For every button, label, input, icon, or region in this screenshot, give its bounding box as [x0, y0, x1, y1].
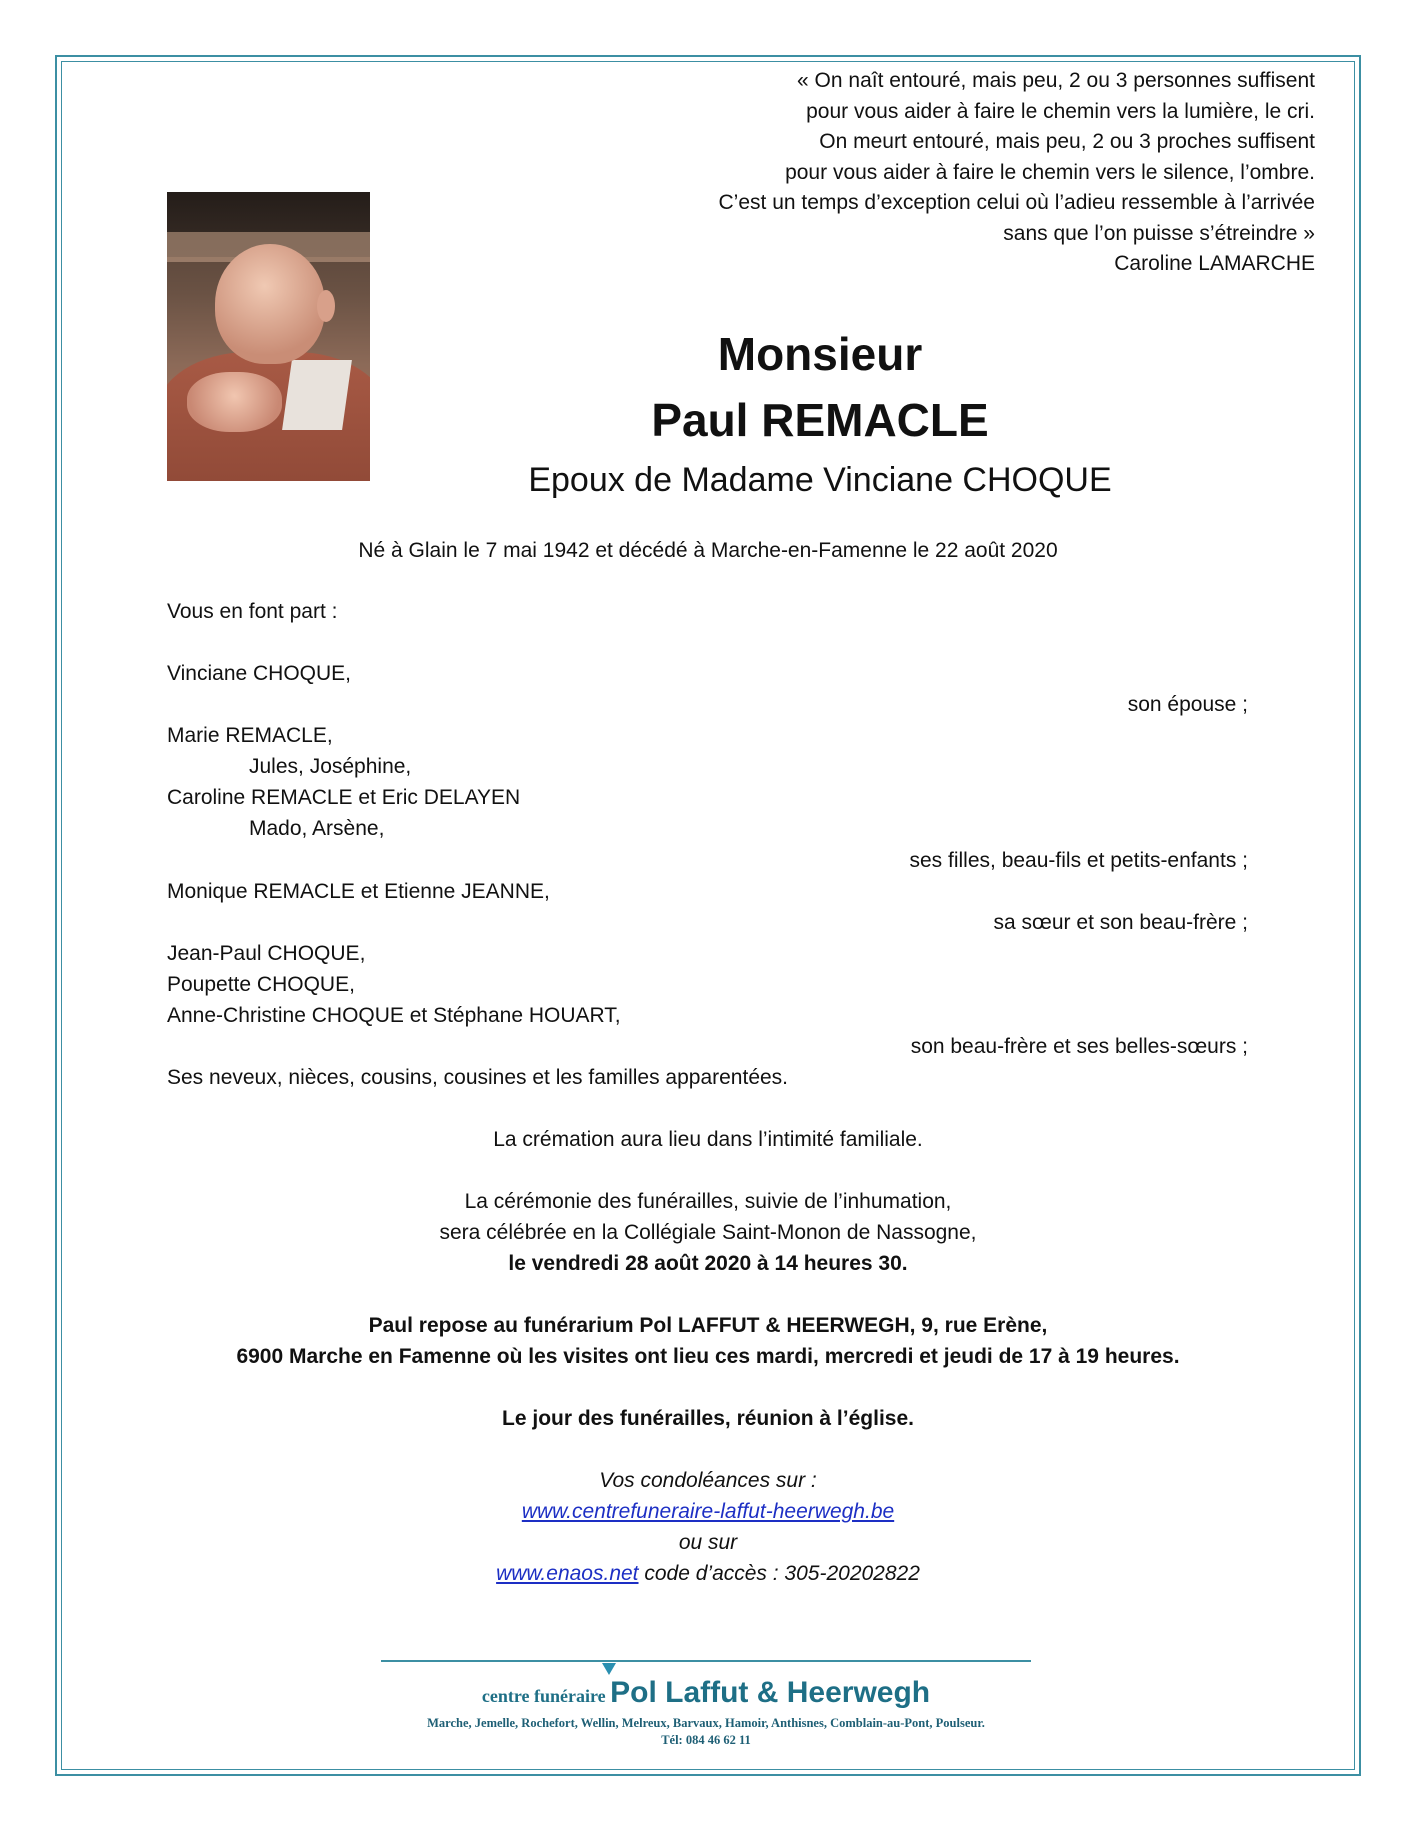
portrait-photo	[167, 192, 370, 481]
ceremony-line: La cérémonie des funérailles, suivie de l’inhumation,	[464, 1190, 952, 1213]
quote-line: On meurt entouré, mais peu, 2 ou 3 proches suffisent	[819, 130, 1315, 153]
deceased-name: Paul REMACLE	[651, 394, 989, 446]
condolences-link-row	[167, 1497, 1249, 1528]
meeting-notice: Le jour des funérailles, réunion à l’église.	[502, 1407, 914, 1430]
relation-label: son beau-frère et ses belles-sœurs ;	[910, 1035, 1248, 1058]
footer-prefix: centre funéraire	[481, 1686, 606, 1706]
footer-divider	[381, 1660, 1031, 1662]
quote-author: Caroline LAMARCHE	[1114, 252, 1315, 275]
visitation-line: 6900 Marche en Famenne où les visites ont lieu ces mardi, mercredi et jeudi de 17 à 19 heures.	[236, 1345, 1180, 1368]
family-entry: Mado, Arsène,	[249, 817, 385, 840]
family-entry: Jean-Paul CHOQUE,	[167, 942, 366, 965]
footer-tel: Tél: 084 46 62 11	[661, 1733, 751, 1747]
relation-label: sa sœur et son beau-frère ;	[993, 911, 1248, 934]
family-entry: Vinciane CHOQUE,	[167, 662, 352, 685]
logo-triangle-icon	[602, 1663, 616, 1675]
photo-head	[215, 244, 325, 364]
footer-brand	[381, 1676, 1031, 1710]
family-entry: Jules, Joséphine,	[249, 755, 412, 778]
footer-towns: Marche, Jemelle, Rochefort, Wellin, Melreux, Barvaux, Hamoir, Anthisnes, Comblain-au-Pont, Poulseur.	[427, 1716, 985, 1730]
quote-line: « On naît entouré, mais peu, 2 ou 3 personnes suffisent	[797, 69, 1315, 92]
photo-ear	[317, 290, 335, 322]
family-entry: Poupette CHOQUE,	[167, 973, 355, 996]
condolences-link-2[interactable]: www.enaos.net	[496, 1562, 639, 1585]
announcement-intro: Vous en font part :	[167, 600, 338, 623]
access-code: code d’accès : 305-20202822	[638, 1562, 920, 1585]
quote-line: C’est un temps d’exception celui où l’adieu ressemble à l’arrivée	[718, 191, 1315, 214]
family-entry: Monique REMACLE et Etienne JEANNE,	[167, 880, 550, 903]
cremation-notice: La crémation aura lieu dans l’intimité familiale.	[493, 1128, 923, 1151]
family-entry: Caroline REMACLE et Eric DELAYEN	[167, 786, 521, 809]
condolences-link-1[interactable]: www.centrefuneraire-laffut-heerwegh.be	[521, 1500, 895, 1523]
quote-line: pour vous aider à faire le chemin vers le silence, l’ombre.	[785, 160, 1315, 184]
birth-death-line: Né à Glain le 7 mai 1942 et décédé à Marche-en-Famenne le 22 août 2020	[358, 539, 1058, 562]
quote-line: sans que l’on puisse s’étreindre »	[1003, 221, 1315, 245]
condolences-intro: Vos condoléances sur :	[599, 1469, 817, 1492]
relation-label: ses filles, beau-fils et petits-enfants ;	[909, 849, 1248, 872]
relation-label: son épouse ;	[1127, 693, 1248, 716]
condolences-or: ou sur	[678, 1531, 738, 1554]
family-entry: Marie REMACLE,	[167, 724, 333, 747]
ceremony-line: sera célébrée en la Collégiale Saint-Monon de Nassogne,	[439, 1221, 977, 1244]
ceremony-date: le vendredi 28 août 2020 à 14 heures 30.	[508, 1252, 908, 1275]
honorific: Monsieur	[717, 328, 923, 380]
quote	[595, 66, 1315, 280]
family-entry: Anne-Christine CHOQUE et Stéphane HOUART,	[167, 1004, 621, 1027]
visitation-line: Paul repose au funérarium Pol LAFFUT & HEERWEGH, 9, rue Erène,	[368, 1314, 1048, 1337]
photo-hands	[187, 372, 282, 432]
condolences-link-row-2	[167, 1559, 1249, 1590]
family-entry: Ses neveux, nièces, cousins, cousines et les familles apparentées.	[167, 1066, 789, 1089]
photo-collar	[282, 360, 352, 430]
quote-line: pour vous aider à faire le chemin vers la lumière, le cri.	[806, 99, 1315, 123]
spouse-line: Epoux de Madame Vinciane CHOQUE	[528, 461, 1112, 499]
footer-brand-name: Pol Laffut & Heerwegh	[610, 1676, 931, 1709]
